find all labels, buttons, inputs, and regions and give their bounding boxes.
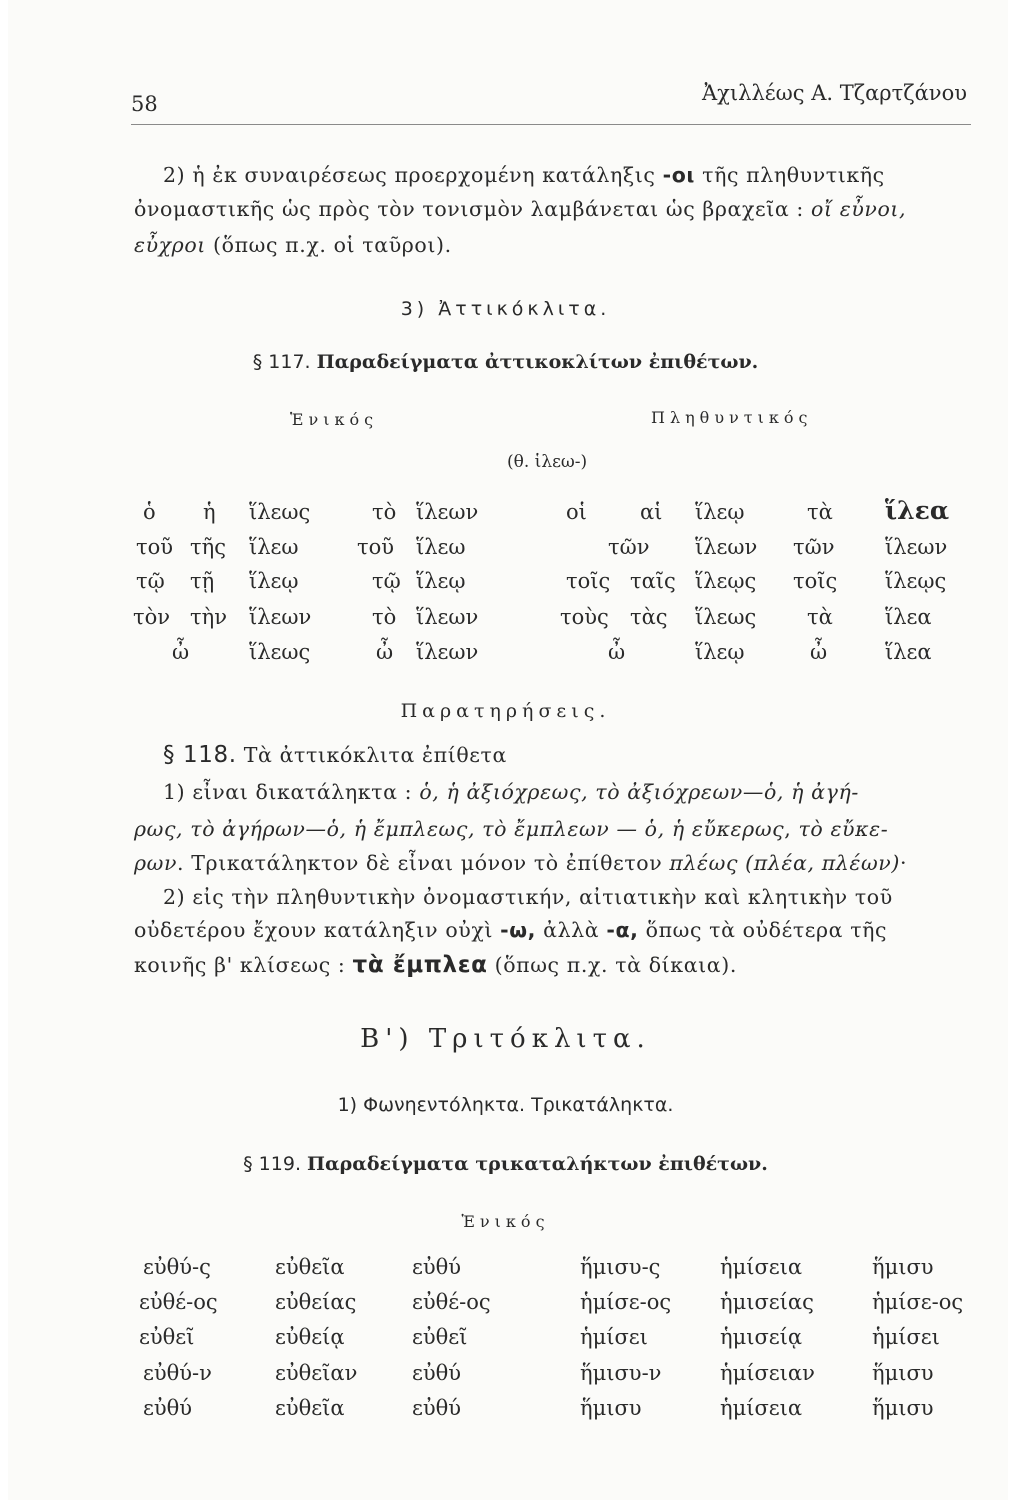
sec118-line5: 2) εἰς τὴν πληθυντικὴν ὀνομαστικήν, αἰτιατικὴν καὶ κλητικὴν τοῦ [163, 885, 893, 909]
plural-label: Πληθυντικός [651, 408, 813, 427]
table-cell: ἡμίσει [580, 1325, 648, 1349]
table-cell: τῶν [608, 535, 650, 559]
table-cell: ἵλεῳ [695, 500, 745, 524]
example-words: ὁ, ἡ ἀξιόχρεως, τὸ ἀξιόχρεων—ὁ, ἡ ἀγή- [419, 780, 859, 804]
text: (ὅπως π.χ. οἱ ταῦροι). [205, 233, 452, 257]
table-cell: ἥμισυ-ς [580, 1255, 661, 1279]
singular-label-2: Ἑνικός [461, 1212, 550, 1231]
table-cell: ἡμίσε-ος [872, 1290, 964, 1314]
table-cell: τῶν [793, 535, 835, 559]
table-cell: ἵλεων [416, 605, 479, 629]
table-cell: ἵλεων [885, 535, 948, 559]
table-cell: εὐθύ [412, 1396, 462, 1420]
table-cell: ἡ [203, 500, 216, 524]
table-cell: ὦ [376, 640, 394, 664]
table-cell: ἵλεως [695, 605, 757, 629]
example-word: εὖχροι [134, 233, 206, 257]
text: οὐδετέρου ἔχουν κατάληξιν οὐχὶ [134, 918, 501, 942]
table-cell: τὸ [372, 605, 397, 629]
table-cell: ἵλεων [416, 640, 479, 664]
table-cell: αἱ [640, 500, 663, 524]
text: Τὰ ἀττικόκλιτα ἐπίθετα [243, 743, 507, 767]
table-cell: ὁ [143, 500, 156, 524]
header-rule [131, 124, 971, 125]
text: (ὅπως π.χ. τὰ δίκαια). [487, 953, 737, 977]
table-cell: εὐθύ [412, 1361, 462, 1385]
sec118-line1 [163, 738, 507, 772]
table-cell: ὦ [608, 640, 626, 664]
table-cell: ἥμισυ [872, 1361, 934, 1385]
page-number: 58 [131, 92, 158, 116]
sec118-line2 [163, 775, 859, 809]
section-heading-attic: 3) Ἀττικόκλιτα. [400, 298, 611, 320]
table-cell: ἥμισυ-ν [580, 1361, 662, 1385]
text: 1) εἶναι δικατάληκτα : [163, 780, 420, 804]
example-bold: τὰ ἔμπλεα [352, 952, 488, 978]
subsection-heading: 1) Φωνηεντόληκτα. Τρικατάληκτα. [337, 1094, 674, 1116]
sec118-line6 [134, 913, 887, 947]
table-cell: ὦ [810, 640, 828, 664]
text: τῆς πληθυντικῆς [695, 163, 885, 187]
table-cell: εὐθείᾳ [275, 1325, 345, 1349]
table-cell: ἵλεω [416, 535, 466, 559]
section-number: § 118. [163, 742, 237, 768]
table-cell: ἡμισείας [720, 1290, 814, 1314]
table-cell: εὐθεῖ [412, 1325, 468, 1349]
table-cell: ἵλεως [249, 640, 311, 664]
running-title: Ἀχιλλέως Α. Τζαρτζάνου [702, 81, 967, 105]
section-number: § 117. [252, 351, 311, 373]
table-cell: ἥμισυ [872, 1396, 934, 1420]
table-cell: ἵλεῳ [249, 569, 299, 593]
table-cell: ἵλεως [249, 500, 311, 524]
table-cell: τοῖς [566, 569, 611, 593]
table-cell: ἡμίσειαν [720, 1361, 815, 1385]
table-cell: ἡμίσεια [720, 1255, 803, 1279]
table-cell: ἡμίσεια [720, 1396, 803, 1420]
table-cell: ἡμισείᾳ [720, 1325, 803, 1349]
example-words: ρως, τὸ ἀγήρων—ὁ, ἡ ἔμπλεως, τὸ ἔμπλεων — ὁ, ἡ εὔκερως [134, 817, 785, 841]
para1-line1 [163, 158, 885, 192]
table-cell: τῷ [136, 569, 165, 593]
table-cell: ἵλεων [416, 500, 479, 524]
sec118-line7 [134, 948, 737, 982]
table-cell: ἵλεων [249, 605, 312, 629]
text: , [784, 817, 799, 841]
section-title: Παραδείγματα ἀττικοκλίτων ἐπιθέτων. [316, 351, 759, 373]
table-cell: ἵλεα [885, 496, 950, 525]
table-cell: τὸν [133, 605, 171, 629]
table-cell: εὐθεῖα [275, 1396, 345, 1420]
text: · [899, 851, 908, 875]
table-cell: ἵλεων [695, 535, 758, 559]
table-cell: ἥμισυ [872, 1255, 934, 1279]
text: ἀλλὰ [536, 918, 607, 942]
sec118-line3 [134, 812, 888, 846]
example-words: οἴ εὖνοι, [811, 197, 907, 221]
table-cell: τὴν [190, 605, 227, 629]
table-cell: εὐθεῖαν [275, 1361, 358, 1385]
section-119-title [0, 1153, 1011, 1175]
table-cell: ἥμισυ [580, 1396, 642, 1420]
sec118-line4 [134, 846, 907, 880]
table-cell: ἵλεα [885, 605, 932, 629]
table-cell: εὐθέ-ος [412, 1290, 491, 1314]
text: . Τρικατάληκτον δὲ εἶναι μόνον τὸ ἐπίθετον [177, 851, 670, 875]
singular-label: Ἑνικός [290, 410, 379, 429]
table-cell: ἵλεω [249, 535, 299, 559]
ending-omega: -ω, [500, 918, 537, 942]
table-cell: ὦ [172, 640, 190, 664]
remarks-heading: Παρατηρήσεις. [400, 700, 611, 722]
ending-alpha: -α, [606, 918, 639, 942]
section-heading-third-declension: Β') Τριτόκλιτα. [360, 1024, 651, 1054]
table-cell: εὐθεῖ [139, 1325, 195, 1349]
table-cell: ἵλεα [885, 640, 932, 664]
table-cell: εὐθεῖα [275, 1255, 345, 1279]
para1-line2 [134, 192, 906, 226]
table-cell: ἵλεῳς [885, 569, 947, 593]
table-cell: ἵλεῳ [695, 640, 745, 664]
table-cell: ἡμίσε-ος [580, 1290, 672, 1314]
table-cell: τοῦ [357, 535, 395, 559]
table-cell: εὐθύ-ν [143, 1361, 212, 1385]
section-117-title [0, 351, 1011, 373]
section-title: Παραδείγματα τρικαταλήκτων ἐπιθέτων. [307, 1153, 768, 1175]
table-cell: τοὺς [560, 605, 609, 629]
table-cell: ἡμίσει [872, 1325, 940, 1349]
table-cell: τὸ [372, 500, 397, 524]
table-cell: τὰ [807, 605, 833, 629]
table-cell: οἱ [566, 500, 587, 524]
text: 2) ἡ ἐκ συναιρέσεως προερχομένη κατάληξις [163, 163, 663, 187]
table-cell: εὐθύ [412, 1255, 462, 1279]
section-number: § 119. [243, 1153, 301, 1175]
stem-note: (θ. ἱλεω-) [507, 452, 588, 472]
table-cell: τοῦ [136, 535, 174, 559]
example-words: τὸ εὔκε- [798, 817, 889, 841]
text: ὀνομαστικῆς ὡς πρὸς τὸν τονισμὸν λαμβάνεται ὡς βραχεῖα : [134, 197, 812, 221]
table-cell: τῆς [190, 535, 226, 559]
table-cell: ἵλεῳ [416, 569, 466, 593]
text: κοινῆς β' κλίσεως : [134, 953, 353, 977]
table-cell: τὰ [807, 500, 833, 524]
example-words: πλέως (πλέα, πλέων) [669, 851, 900, 875]
table-cell: εὐθείας [275, 1290, 357, 1314]
ending-oi: -οι [662, 163, 696, 187]
table-cell: εὐθέ-ος [139, 1290, 218, 1314]
table-cell: τὰς [630, 605, 668, 629]
table-cell: τῇ [190, 569, 215, 593]
example-word: ρων [134, 851, 178, 875]
table-cell: ἵλεῳς [695, 569, 757, 593]
table-cell: τῷ [372, 569, 401, 593]
table-cell: εὐθύ [143, 1396, 193, 1420]
text: ὅπως τὰ οὐδέτερα τῆς [638, 918, 888, 942]
table-cell: ταῖς [630, 569, 676, 593]
table-cell: τοῖς [793, 569, 838, 593]
para1-line3 [134, 228, 452, 262]
table-cell: εὐθύ-ς [143, 1255, 211, 1279]
